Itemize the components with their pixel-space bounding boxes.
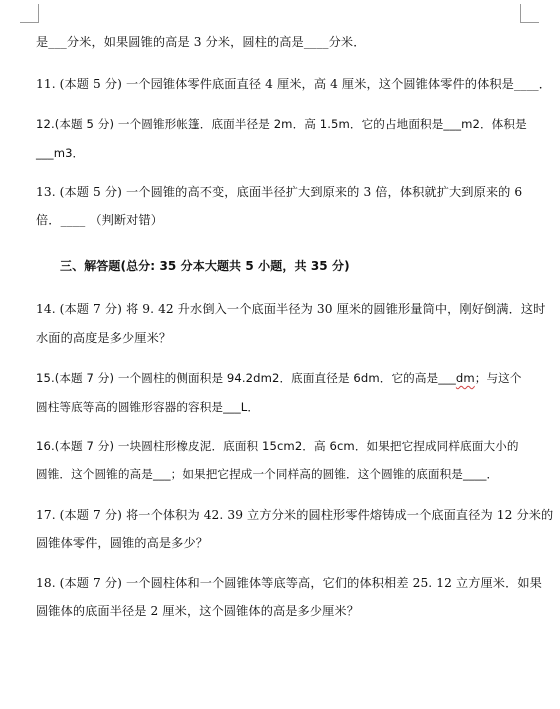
margin-corner-mark-left xyxy=(20,4,39,23)
question-15-line-1 xyxy=(36,370,536,386)
question-15-text-b: ；与这个 xyxy=(474,371,522,385)
question-13-line-2: 倍．____ （判断对错） xyxy=(36,213,164,227)
question-10-continuation: 是___分米，如果圆锥的高是 3 分米，圆柱的高是____分米． xyxy=(36,35,366,49)
question-14-line-2: 水面的高度是多少厘米？ xyxy=(36,331,172,345)
question-16-line-2: 圆锥．这个圆锥的高是___；如果把它捏成一个同样高的圆锥．这个圆锥的底面积是____． xyxy=(36,467,499,481)
question-11: 11. (本题 5 分) 一个园锥体零件底面直径 4 厘米，高 4 厘米，这个圆锥体零件的体积是____． xyxy=(36,77,552,91)
question-16-line-1: 16.(本题 7 分) 一块圆柱形橡皮泥．底面积 15cm2．高 6cm．如果把它捏成同样底面大小的 xyxy=(36,439,519,453)
question-13-line-1: 13. (本题 5 分) 一个圆锥的高不变，底面半径扩大到原来的 3 倍，体积就扩大到原来的 6 xyxy=(36,185,523,199)
question-15-line-2: 圆柱等底等高的圆锥形容器的容积是___L． xyxy=(36,400,260,414)
margin-corner-mark-right xyxy=(520,4,539,23)
question-18-line-2: 圆锥体的底面半径是 2 厘米，这个圆锥体的高是多少厘米？ xyxy=(36,604,359,618)
question-18-line-1: 18. (本题 7 分) 一个圆柱体和一个圆锥体等底等高，它们的体积相差 25. 12 立方厘米．如果 xyxy=(36,576,542,590)
question-15-text-a: 15.(本题 7 分) 一个圆柱的侧面积是 94.2dm2．底面直径是 6dm．它的高是___ xyxy=(36,371,456,385)
question-17-line-2: 圆锥体零件，圆锥的高是多少？ xyxy=(36,536,209,550)
section-3-heading: 三、解答题(总分: 35 分本大题共 5 小题，共 35 分) xyxy=(60,259,350,273)
question-14-line-1: 14. (本题 7 分) 将 9. 42 升水倒入一个底面半径为 30 厘米的圆锥形量筒中，刚好倒满．这时 xyxy=(36,302,546,316)
spellcheck-underlined-unit: dm xyxy=(455,371,475,385)
question-12-line-2: ___m3． xyxy=(36,146,85,160)
question-17-line-1: 17. (本题 7 分) 将一个体积为 42. 39 立方分米的圆柱形零件熔铸成一个底面直径为 12 分米的 xyxy=(36,508,554,522)
question-12-line-1: 12.(本题 5 分) 一个圆锥形帐篷．底面半径是 2m．高 1.5m．它的占地面积是___m2．体积是 xyxy=(36,117,527,131)
